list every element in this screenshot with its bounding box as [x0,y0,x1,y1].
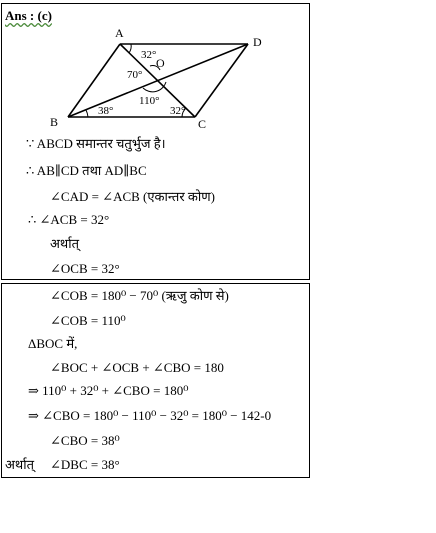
step-line-13: ∠CBO = 38⁰ [50,433,120,448]
solution-box-bottom [1,283,310,478]
step-line-14: अर्थात् [5,457,35,472]
answer-label: Ans : (c) [5,8,52,23]
step-line-5: अर्थात् [50,236,80,251]
angle-label-b-38: 38° [98,105,114,117]
step-line-3: ∠CAD = ∠ACB (एकान्तर कोण) [50,189,215,204]
solution-box-top [1,3,310,280]
step-line-15: ∠DBC = 38° [50,457,120,472]
angle-label-c-32: 32° [170,105,186,117]
point-label-a: A [115,26,124,40]
step-line-2: ∴ AB∥CD तथा AD∥BC [26,163,147,178]
point-label-c: C [198,117,207,131]
step-line-8: ∠COB = 110⁰ [50,313,126,328]
step-line-11: ⇒ 110⁰ + 32⁰ + ∠CBO = 180⁰ [28,383,189,398]
parallelogram-diagram [2,4,309,139]
step-line-9: ΔBOC में, [28,336,78,351]
angle-label-o-70: 70° [127,69,143,81]
step-line-7: ∠COB = 180⁰ − 70⁰ (ऋजु कोण से) [50,288,229,303]
step-line-1: ∵ ABCD समान्तर चतुर्भुज है। [26,136,166,151]
point-label-d: D [253,35,262,49]
step-line-6: ∠OCB = 32° [50,261,120,276]
step-line-12: ⇒ ∠CBO = 180⁰ − 110⁰ − 32⁰ = 180⁰ − 142-0 [28,408,272,423]
angle-arc-o-lower [143,82,166,92]
angle-arc-b [86,110,88,117]
angle-arc-a [129,44,131,53]
step-line-4: ∴ ∠ACB = 32° [28,212,110,227]
point-label-o: O [156,56,165,70]
point-label-b: B [50,115,59,129]
angle-label-o-110: 110° [139,95,160,107]
step-line-10: ∠BOC + ∠OCB + ∠CBO = 180 [50,360,224,375]
angle-label-a-32: 32° [141,49,157,61]
